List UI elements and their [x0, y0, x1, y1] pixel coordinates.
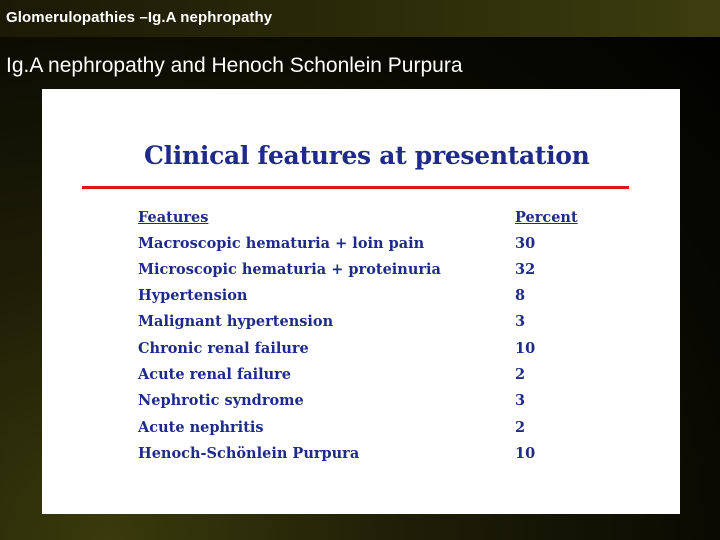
- column-header-percent: Percent: [515, 209, 578, 226]
- slide-title: Ig.A nephropathy and Henoch Schonlein Purpura: [6, 54, 463, 77]
- table-row: [42, 419, 680, 441]
- percent-cell: 3: [515, 392, 526, 409]
- content-panel: [42, 89, 680, 514]
- table-row: [42, 392, 680, 414]
- table-row: [42, 366, 680, 388]
- feature-cell: Nephrotic syndrome: [138, 392, 304, 409]
- percent-cell: 10: [515, 445, 536, 462]
- feature-cell: Acute renal failure: [138, 366, 292, 383]
- feature-cell: Chronic renal failure: [138, 340, 309, 357]
- header-bar: [0, 0, 720, 37]
- feature-cell: Henoch-Schönlein Purpura: [138, 445, 360, 462]
- percent-cell: 8: [515, 287, 526, 304]
- feature-cell: Hypertension: [138, 287, 248, 304]
- feature-cell: Microscopic hematuria + proteinuria: [138, 261, 441, 278]
- percent-cell: 2: [515, 366, 526, 383]
- percent-cell: 2: [515, 419, 526, 436]
- feature-cell: Macroscopic hematuria + loin pain: [138, 235, 425, 252]
- column-header-features: Features: [138, 209, 209, 226]
- percent-cell: 32: [515, 261, 536, 278]
- feature-cell: Malignant hypertension: [138, 313, 334, 330]
- table-header-row: [42, 209, 680, 231]
- table-row: [42, 261, 680, 283]
- percent-cell: 30: [515, 235, 536, 252]
- table-row: [42, 340, 680, 362]
- table-row: [42, 287, 680, 309]
- heading-divider: [82, 186, 629, 189]
- feature-cell: Acute nephritis: [138, 419, 264, 436]
- table-row: [42, 313, 680, 335]
- panel-heading: Clinical features at presentation: [144, 141, 590, 170]
- table-row: [42, 445, 680, 467]
- table-row: [42, 235, 680, 257]
- header-title: Glomerulopathies –Ig.A nephropathy: [6, 9, 273, 26]
- percent-cell: 10: [515, 340, 536, 357]
- percent-cell: 3: [515, 313, 526, 330]
